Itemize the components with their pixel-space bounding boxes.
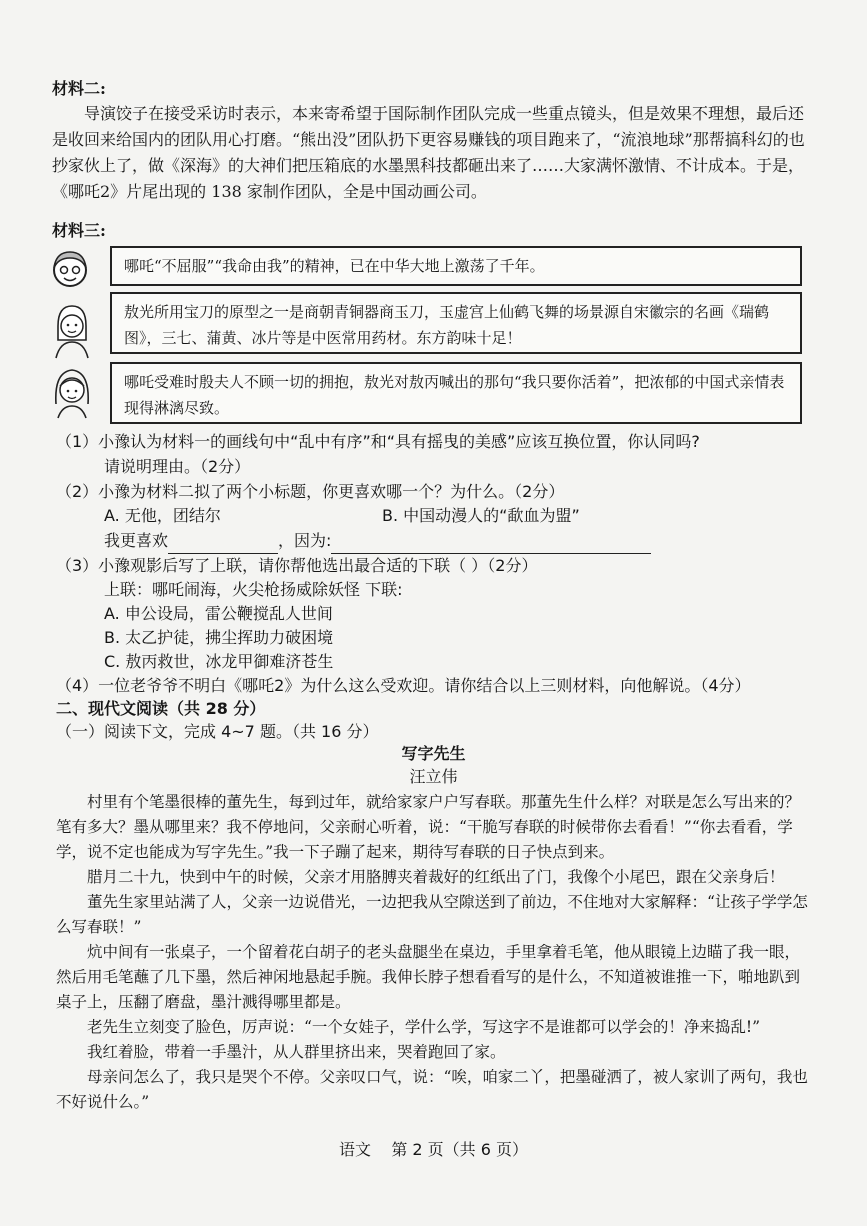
card-3-text: 哪吒受难时殷夫人不顾一切的拥抱，敖光对敖丙喊出的那句“我只要你活着”，把浓郁的中国式亲情表现得淋漓尽致。 (124, 373, 785, 417)
story-paragraph: 炕中间有一张桌子，一个留着花白胡子的老头盘腿坐在桌边，手里拿着毛笔，他从眼镜上边瞄了我一眼，然后用毛笔蘸了几下墨，然后神闲地悬起手腕。我伸长脖子想看看写的是什么，不知道被谁推一下，啪地趴到桌子上，压翻了磨盘，墨汁溅得哪里都是。 (56, 943, 801, 1011)
story-paragraph: 村里有个笔墨很棒的董先生，每到过年，就给家家户户写春联。那董先生什么样？对联是怎么写出来的？笔有多大？墨从哪里来？我不停地问，父亲耐心听着，说：“干脆写春联的时候带你去看看！”“你去看看，学学，说不定也能成为写字先生。”我一下子蹦了起来，期待写春联的日子快点到来。 (56, 793, 801, 861)
story-paragraph: 我红着脸，带着一手墨汁，从人群里挤出来，哭着跑回了家。 (87, 1043, 506, 1061)
question-3-upper: 上联：哪吒闹海，火尖枪扬威除妖怪 下联: (104, 580, 403, 599)
material-2-text: 导演饺子在接受采访时表示，本来寄希望于国际制作团队完成一些重点镜头，但是效果不理想，最后还是收回来给国内的团队用心打磨。“熊出没”团队扔下更容易赚钱的项目跑来了，“流浪地球”那帮搞科幻的也抄家伙上了，做《深海》的大神们把压箱底的水墨黑科技都砸出来了……大家满怀激情、不计成本。于是，《哪吒2》片尾出现的 138 家制作团队，全是中国动画公司。 (52, 104, 805, 201)
page-footer: 语文 第 2 页（共 6 页） (338, 1140, 529, 1159)
grandma-face-icon (48, 246, 92, 294)
story-body (56, 790, 812, 1115)
story-paragraph: 腊月二十九，快到中午的时候，父亲才用胳膊夹着裁好的红纸出了门，我像个小尾巴，跟在父亲身后！ (87, 868, 785, 886)
story-paragraph: 母亲问怎么了，我只是哭个不停。父亲叹口气，说：“唉，咱家二丫，把墨碰洒了，被人家训了两句，我也不好说什么。” (56, 1068, 808, 1111)
prefer-label: 我更喜欢 (104, 531, 169, 550)
question-2-answer-line[interactable] (104, 529, 651, 554)
question-3-option-a: A. 申公设局，雷公鞭搅乱人世间 (104, 604, 333, 623)
question-3: （3）小豫观影后写了上联，请你帮他选出最合适的下联（ ）（2分） (56, 556, 538, 575)
card-1-text: 哪吒“不屈服”“我命由我”的精神，已在中华大地上激荡了千年。 (124, 257, 545, 275)
girl-face-icon (50, 364, 94, 412)
woman-face-icon (50, 300, 94, 348)
prefer-blank[interactable] (168, 529, 278, 554)
question-2-option-b: B. 中国动漫人的“歃血为盟” (382, 506, 580, 525)
story-paragraph: 董先生家里站满了人，父亲一边说借光，一边把我从空隙送到了前边，不住地对大家解释：“让孩子学学怎么写春联！” (56, 893, 808, 936)
story-paragraph: 老先生立刻变了脸色，厉声说：“一个女娃子，学什么学，写这字不是谁都可以学会的！净来捣乱!” (87, 1018, 761, 1036)
material-3-card-3 (110, 362, 802, 424)
because-label: ，因为: (278, 531, 332, 550)
because-blank[interactable] (331, 529, 651, 554)
story-author: 汪立伟 (409, 767, 458, 786)
question-2: （2）小豫为材料二拟了两个小标题，你更喜欢哪一个？为什么。（2分） (56, 482, 565, 501)
question-3-option-c: C. 敖丙救世，冰龙甲御难济苍生 (104, 652, 334, 671)
material-2 (52, 76, 812, 205)
material-3-card-1 (110, 246, 802, 286)
material-3-title: 材料三: (52, 221, 106, 240)
material-2-title: 材料二: (52, 79, 106, 98)
question-1-cont: 请说明理由。（2分） (104, 457, 251, 476)
question-1: （1）小豫认为材料一的画线句中“乱中有序”和“具有摇曳的美感”应该互换位置，你认同吗? (56, 432, 700, 451)
section-2-sub: （一）阅读下文，完成 4~7 题。（共 16 分） (56, 722, 379, 741)
story-title: 写字先生 (401, 744, 466, 763)
question-3-option-b: B. 太乙护徒，拂尘挥助力破困境 (104, 628, 334, 647)
material-3-card-2 (110, 292, 802, 354)
question-4: （4）一位老爷爷不明白《哪吒2》为什么这么受欢迎。请你结合以上三则材料，向他解说。（4分） (56, 676, 751, 695)
question-2-option-a: A. 无他，团结尔 (104, 506, 221, 525)
card-2-text: 敖光所用宝刀的原型之一是商朝青铜器商玉刀，玉虚宫上仙鹤飞舞的场景源自宋徽宗的名画《瑞鹤图》，三七、蒲黄、冰片等是中医常用药材。东方韵味十足！ (124, 303, 770, 347)
section-2-heading: 二、现代文阅读（共 28 分） (56, 699, 266, 718)
